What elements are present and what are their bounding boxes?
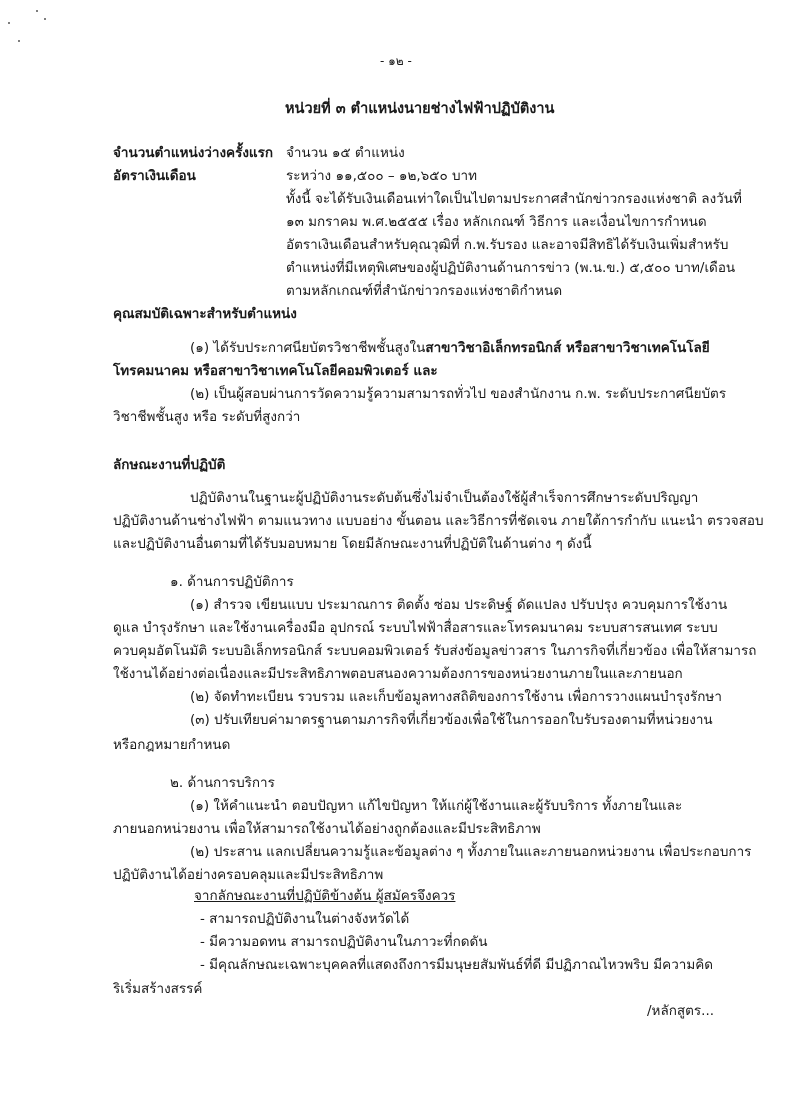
page-number: - ๑๒ - [380, 54, 412, 68]
scan-speck [36, 10, 38, 12]
qualification-item-2: (๒) เป็นผู้สอบผ่านการวัดความรู้ความสามารถทั่วไป ของสำนักงาน ก.พ. ระดับประกาศนียบัตร [190, 386, 727, 402]
section-2-line: ปฏิบัติงานได้อย่างครอบคลุมและมีประสิทธิภาพ [113, 867, 384, 883]
section-1-title: ๑. ด้านการปฏิบัติการ [170, 574, 294, 590]
section-1-line: (๑) สำรวจ เขียนแบบ ประมาณการ ติดตั้ง ซ่อม ประดิษฐ์ ดัดแปลง ปรับปรุง ควบคุมการใช้งาน [190, 597, 728, 613]
section-1-line: หรือกฎหมายกำหนด [113, 737, 231, 753]
section-1-line: (๓) ปรับเทียบค่ามาตรฐานตามภารกิจที่เกี่ยวข้องเพื่อใช้ในการออกใบรับรองตามที่หน่วยงาน [190, 712, 713, 728]
section-2-title: ๒. ด้านการบริการ [170, 775, 275, 791]
salary-note-line: ทั้งนี้ จะได้รับเงินเดือนเท่าใดเป็นไปตามประกาศสำนักข่าวกรองแห่งชาติ ลงวันที่ [286, 191, 742, 207]
vacancies-label: จำนวนตำแหน่งว่างครั้งแรก [113, 145, 274, 161]
salary-note-line: อัตราเงินเดือนสำหรับคุณวุฒิที่ ก.พ.รับรอง และอาจมีสิทธิได้รับเงินเพิ่มสำหรับ [286, 237, 729, 253]
continuation-marker: /หลักสูตร... [647, 1003, 715, 1019]
duties-intro-line: และปฏิบัติงานอื่นตามที่ได้รับมอบหมาย โดยมีลักษณะงานที่ปฏิบัติในด้านต่าง ๆ ดังนี้ [113, 536, 592, 552]
salary-note-line: ๑๓ มกราคม พ.ศ.๒๕๕๕ เรื่อง หลักเกณฑ์ วิธีการ และเงื่อนไขการกำหนด [286, 214, 707, 230]
section-1-line: (๒) จัดทำทะเบียน รวบรวม และเก็บข้อมูลทางสถิติของการใช้งาน เพื่อการวางแผนบำรุงรักษา [190, 689, 722, 705]
section-2-line: ภายนอกหน่วยงาน เพื่อให้สามารถใช้งานได้อย่างถูกต้องและมีประสิทธิภาพ [113, 821, 541, 837]
section-1-line: ควบคุมอัตโนมัติ ระบบอิเล็กทรอนิกส์ ระบบคอมพิวเตอร์ รับส่งข้อมูลข่าวสาร ในภารกิจที่เกี่ยวข้อง เพื่อให้สามารถ [113, 643, 757, 659]
applicant-heading: จากลักษณะงานที่ปฏิบัติข้างต้น ผู้สมัครจึงควร [194, 888, 456, 904]
scan-speck [8, 22, 10, 24]
applicant-item-continuation: ริเริ่มสร้างสรรค์ [113, 981, 203, 997]
qualification-item-1-prefix: (๑) ได้รับประกาศนียบัตรวิชาชีพชั้นสูงใน [190, 340, 426, 356]
scan-speck [44, 18, 46, 20]
qualification-item-1-fields: สาขาวิชาอิเล็กทรอนิกส์ หรือสาขาวิชาเทคโนโลยี [425, 340, 710, 356]
qualification-item-2-line2: วิชาชีพชั้นสูง หรือ ระดับที่สูงกว่า [113, 409, 301, 425]
applicant-item: - มีความอดทน สามารถปฏิบัติงานในภาวะที่กดดัน [200, 934, 488, 950]
qualification-item-1 [190, 339, 710, 357]
applicant-item: - สามารถปฏิบัติงานในต่างจังหวัดได้ [200, 911, 410, 927]
scan-speck [18, 40, 20, 42]
qualification-item-1-line2: โทรคมนาคม หรือสาขาวิชาเทคโนโลยีคอมพิวเตอร์ และ [113, 363, 438, 379]
section-1-line: ใช้งานได้อย่างต่อเนื่องและมีประสิทธิภาพตอบสนองความต้องการของหน่วยงานภายในและภายนอก [113, 666, 683, 682]
applicant-item: - มีคุณลักษณะเฉพาะบุคคลที่แสดงถึงการมีมนุษยสัมพันธ์ที่ดี มีปฏิภาณไหวพริบ มีความคิด [200, 957, 714, 973]
salary-note-line: ตามหลักเกณฑ์ที่สำนักข่าวกรองแห่งชาติกำหนด [286, 283, 563, 299]
salary-note-line: ตำแหน่งที่มีเหตุพิเศษของผู้ปฏิบัติงานด้านการข่าว (พ.น.ข.) ๕,๕๐๐ บาท/เดือน [286, 260, 736, 276]
duties-intro-line: ปฏิบัติงานในฐานะผู้ปฏิบัติงานระดับต้นซึ่งไม่จำเป็นต้องใช้ผู้สำเร็จการศึกษาระดับปริญญา [190, 490, 699, 506]
section-2-line: (๑) ให้คำแนะนำ ตอบปัญหา แก้ไขปัญหา ให้แก่ผู้ใช้งานและผู้รับบริการ ทั้งภายในและ [190, 798, 683, 814]
qualifications-heading: คุณสมบัติเฉพาะสำหรับตำแหน่ง [113, 306, 297, 322]
page-title: หน่วยที่ ๓ ตำแหน่งนายช่างไฟฟ้าปฏิบัติงาน [285, 101, 555, 117]
section-1-line: ดูแล บำรุงรักษา และใช้งานเครื่องมือ อุปกรณ์ ระบบไฟฟ้าสื่อสารและโทรคมนาคม ระบบสารสนเทศ ระบบ [113, 620, 718, 636]
salary-label: อัตราเงินเดือน [113, 168, 196, 184]
salary-range: ระหว่าง ๑๑,๕๐๐ – ๑๒,๖๕๐ บาท [286, 168, 478, 184]
duties-intro-line: ปฏิบัติงานด้านช่างไฟฟ้า ตามแนวทาง แบบอย่าง ขั้นตอน และวิธีการที่ชัดเจน ภายใต้การกำกับ แนะนำ ตรวจสอบ [113, 513, 764, 529]
section-2-line: (๒) ประสาน แลกเปลี่ยนความรู้และข้อมูลต่าง ๆ ทั้งภายในและภายนอกหน่วยงาน เพื่อประกอบการ [190, 844, 752, 860]
duties-heading: ลักษณะงานที่ปฏิบัติ [113, 457, 226, 473]
vacancies-value: จำนวน ๑๕ ตำแหน่ง [286, 145, 405, 161]
